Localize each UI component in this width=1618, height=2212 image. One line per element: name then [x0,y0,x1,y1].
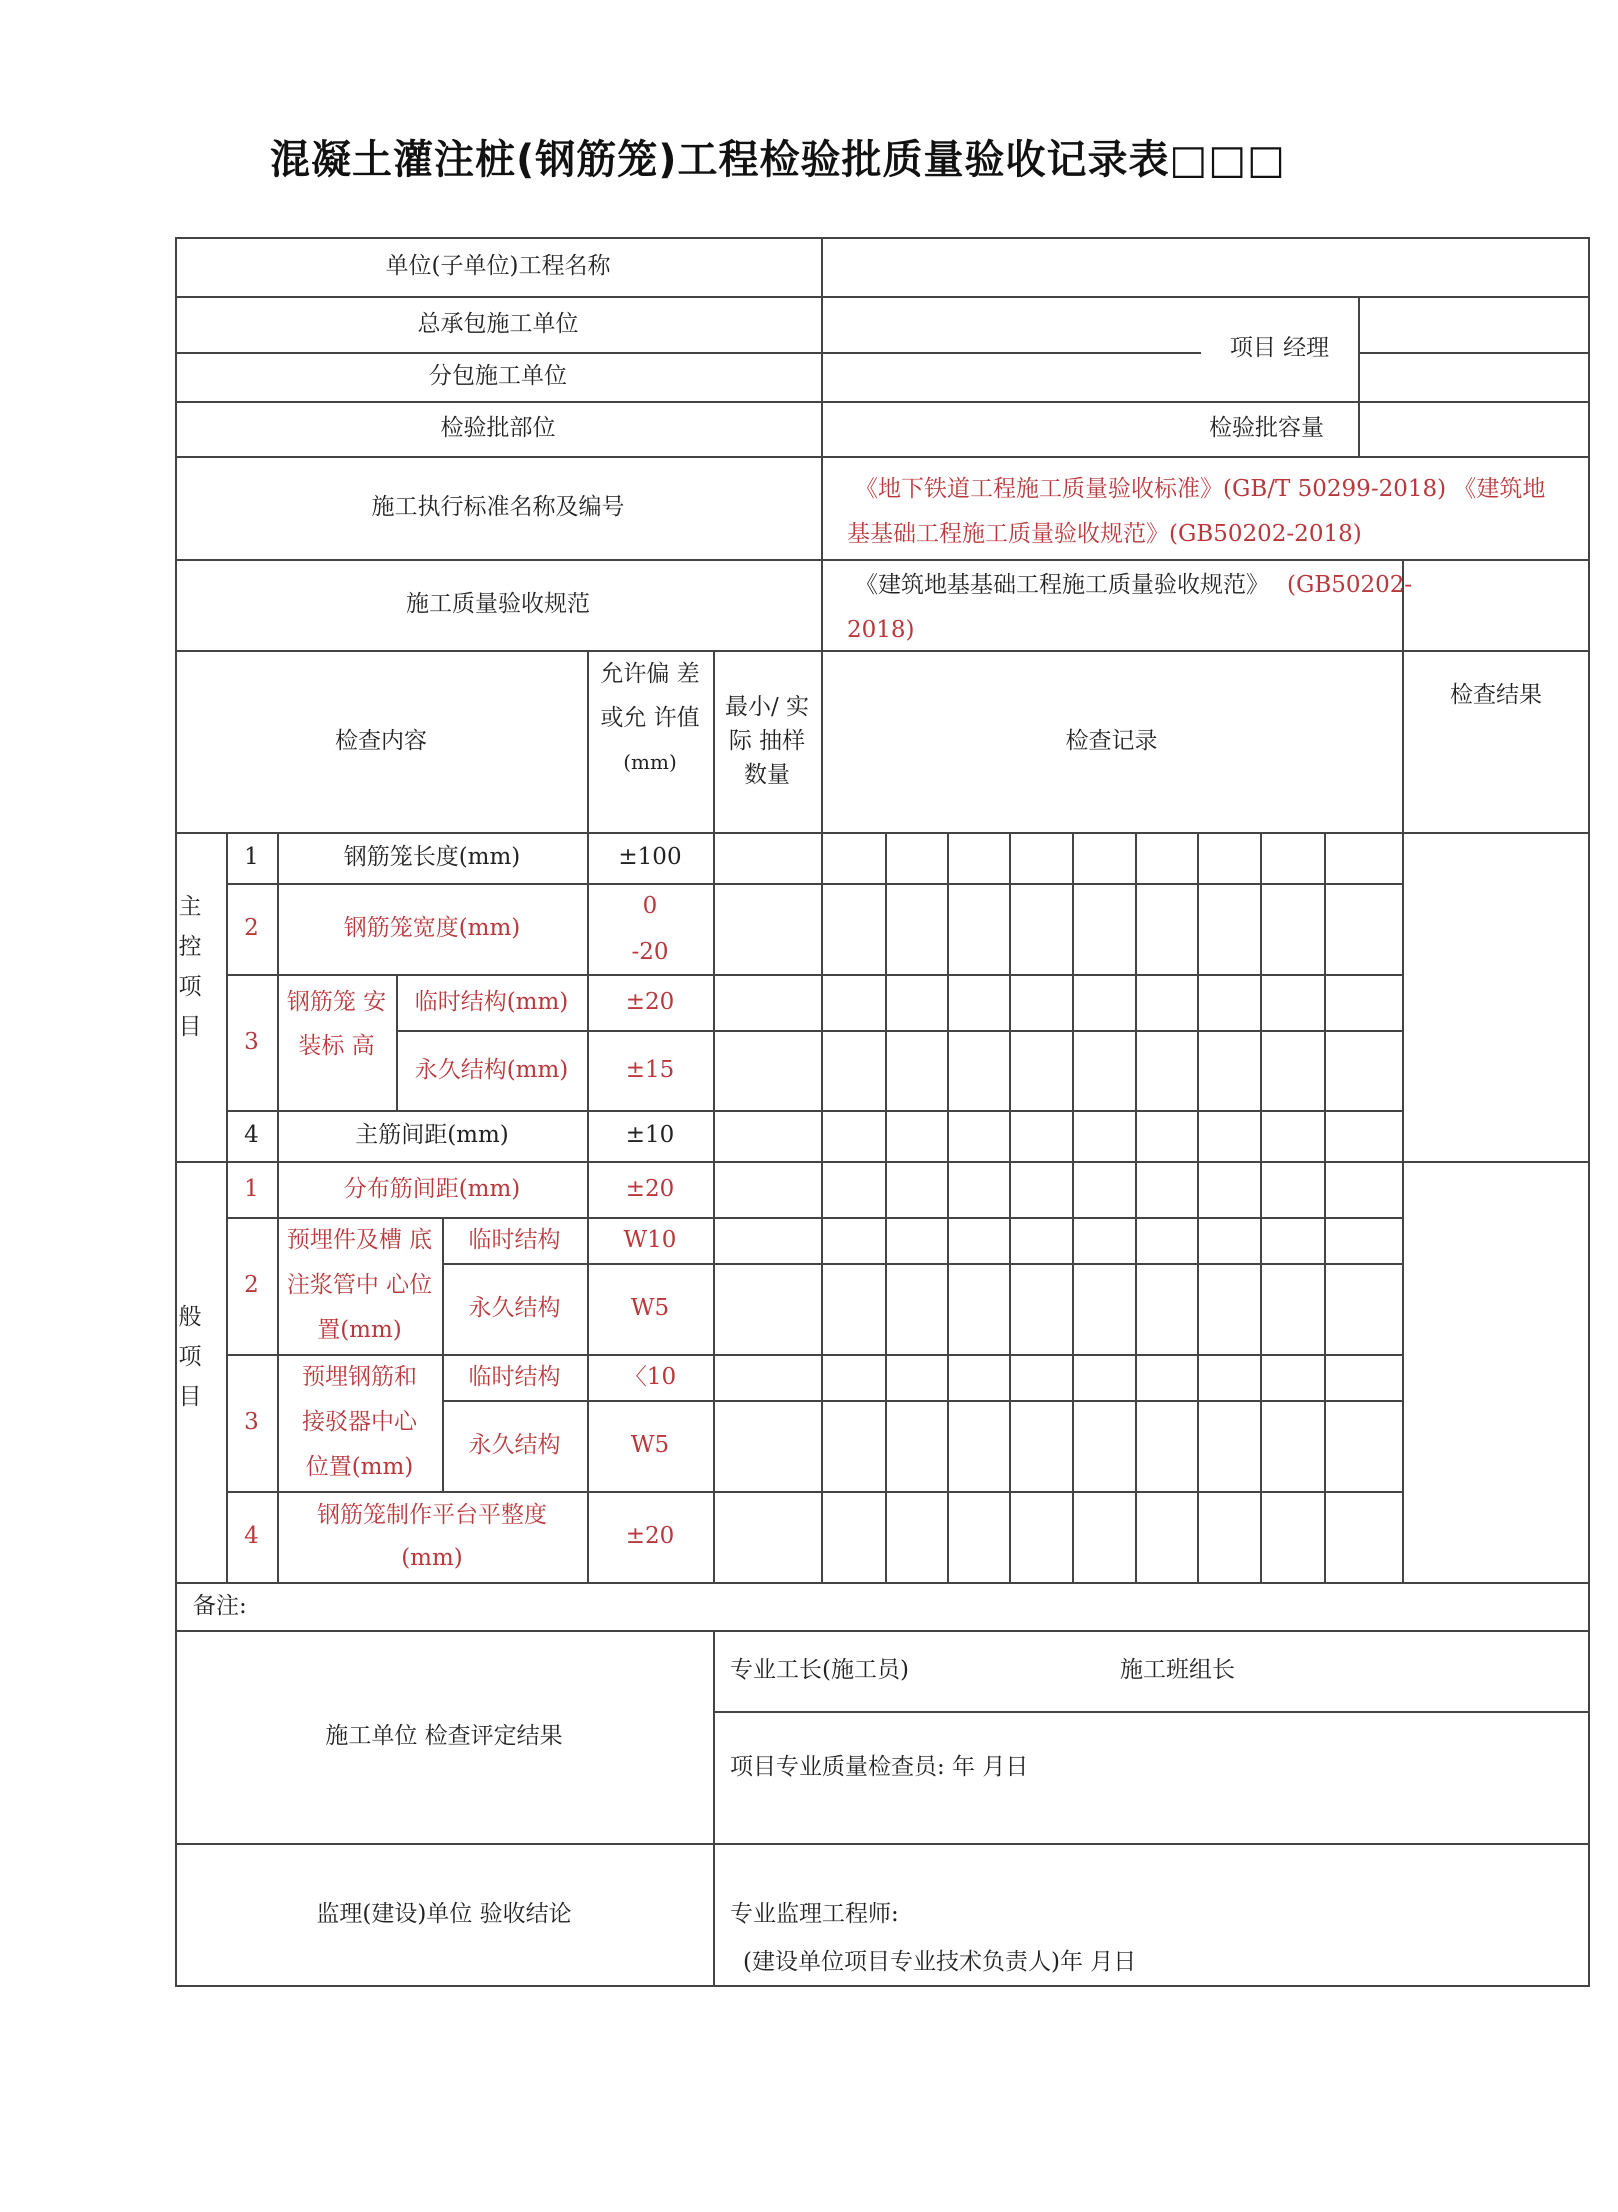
record-grid-line [1197,832,1199,1582]
main-item-2-value [587,883,713,974]
spec-value-name: 《建筑地基基础工程施工质量验收规范》 [855,571,1269,598]
general-item-4-value: ±20 [625,1523,675,1549]
inspection-capacity-label: 检验批容量 [1209,415,1324,441]
sample-header [713,673,821,808]
owner-rep-label: (建设单位项目专业技术负责人)年 月日 [743,1948,1137,1975]
general-item-3-no: 3 [244,1409,259,1435]
general-item-3-value1: 〈10 [623,1363,677,1390]
inspection-record-table [175,237,1590,1987]
general-item-2-value1: W10 [623,1226,677,1253]
general-item-3-name: 预埋钢筋和 接驳器中心 位置(mm) [302,1364,417,1480]
general-item-1-value: ±20 [625,1175,675,1202]
rule [821,237,823,650]
general-item-2-sub1: 临时结构 [468,1226,561,1253]
general-item-2-no: 2 [244,1272,259,1298]
main-item-3-name: 钢筋笼 安 装标 高 [286,989,387,1059]
standard-label: 施工执行标准名称及编号 [371,494,625,520]
general-item-2-sub2: 永久结构 [468,1295,561,1321]
main-item-3-value2: ±15 [625,1056,675,1083]
standard-value-line1: 《地下铁道工程施工质量验收标准》(GB/T 50299-2018) 《建筑地 [855,475,1546,502]
main-item-4-no: 4 [244,1122,259,1148]
main-item-3-sub2: 永久结构(mm) [414,1056,569,1083]
general-item-3-value2: W5 [630,1432,670,1458]
sample-header-line2: 际 抽样 [728,727,806,754]
general-item-1-name: 分布筋间距(mm) [343,1175,521,1202]
general-item-2-name: 预埋件及槽 底 注浆管中 心位 置(mm) [286,1227,433,1343]
rule [1358,296,1360,456]
main-item-1-value: ±100 [618,844,682,870]
check-record-header: 检查记录 [1065,727,1158,754]
record-grid-line [1072,832,1074,1582]
sample-header-line1: 最小/ 实 [724,693,810,720]
subcontractor-label: 分包施工单位 [429,363,567,389]
quality-inspector-label: 项目专业质量检查员: 年 月日 [730,1753,1029,1780]
rule [713,1630,715,1985]
supervisor-label: 专业监理工程师: [730,1901,899,1927]
project-manager-label: 项目 经理 [1229,335,1330,361]
record-grid-line [947,832,949,1582]
tolerance-header-line3: (mm) [623,749,677,774]
rule-bottom [175,1985,1590,1987]
spec-value-line2: 2018) [847,616,915,643]
main-item-3-value1: ±20 [625,988,675,1015]
general-item-2-value2: W5 [630,1295,670,1321]
main-item-2-value-lower: -20 [631,938,669,965]
spec-value-code: (GB50202- [1287,571,1413,598]
supervision-conclusion-label: 监理(建设)单位 验收结论 [316,1900,572,1927]
record-grid-line [1324,832,1326,1582]
record-grid-line [1009,832,1011,1582]
general-item-1-no: 1 [244,1175,259,1202]
general-item-4-name: 钢筋笼制作平台平整度 (mm) [317,1501,547,1571]
page-title: 混凝土灌注桩(钢筋笼)工程检验批质量验收记录表□□□ [270,137,1286,183]
main-item-3-no: 3 [244,1028,259,1055]
foreman-label: 专业工长(施工员) [730,1657,909,1683]
general-item-4-no: 4 [244,1523,259,1549]
general-contractor-label: 总承包施工单位 [417,310,579,337]
rule [821,352,1201,354]
general-items-group-label: 般 项 目 [178,1304,202,1410]
main-item-1-name: 钢筋笼长度(mm) [343,844,521,870]
inspection-location-label: 检验批部位 [440,415,556,441]
standard-value-line2: 基基础工程施工质量验收规范》(GB50202-2018) [847,520,1362,547]
tolerance-header [587,650,713,785]
main-items-group-label: 主 控 项 目 [178,894,202,1040]
tolerance-header-line2: 或允 许值 [600,704,700,731]
record-grid-line [1135,832,1137,1582]
main-item-2-name: 钢筋笼宽度(mm) [343,915,521,941]
sample-header-line3: 数量 [744,761,790,788]
spec-value-line1 [855,567,1413,603]
check-content-header: 检查内容 [335,727,427,754]
team-leader-label: 施工班组长 [1120,1657,1235,1683]
main-item-1-no: 1 [244,844,259,870]
general-item-3-sub2: 永久结构 [468,1432,561,1458]
remarks-label: 备注: [193,1592,247,1619]
rule [1358,352,1590,354]
main-item-2-no: 2 [244,915,259,941]
spec-label: 施工质量验收规范 [406,591,590,617]
general-item-3-sub1: 临时结构 [468,1363,561,1390]
unit-project-name-label: 单位(子单位)工程名称 [385,253,611,279]
main-item-4-value: ±10 [625,1122,675,1148]
record-grid-line [1260,832,1262,1582]
main-item-2-value-upper: 0 [642,892,658,919]
tolerance-header-line1: 允许偏 差 [600,660,700,687]
construction-result-label: 施工单位 检查评定结果 [325,1723,563,1749]
main-item-4-name: 主筋间距(mm) [355,1122,509,1148]
record-grid-line [885,832,887,1582]
main-item-3-sub1: 临时结构(mm) [414,988,569,1015]
check-result-header: 检查结果 [1450,682,1542,708]
